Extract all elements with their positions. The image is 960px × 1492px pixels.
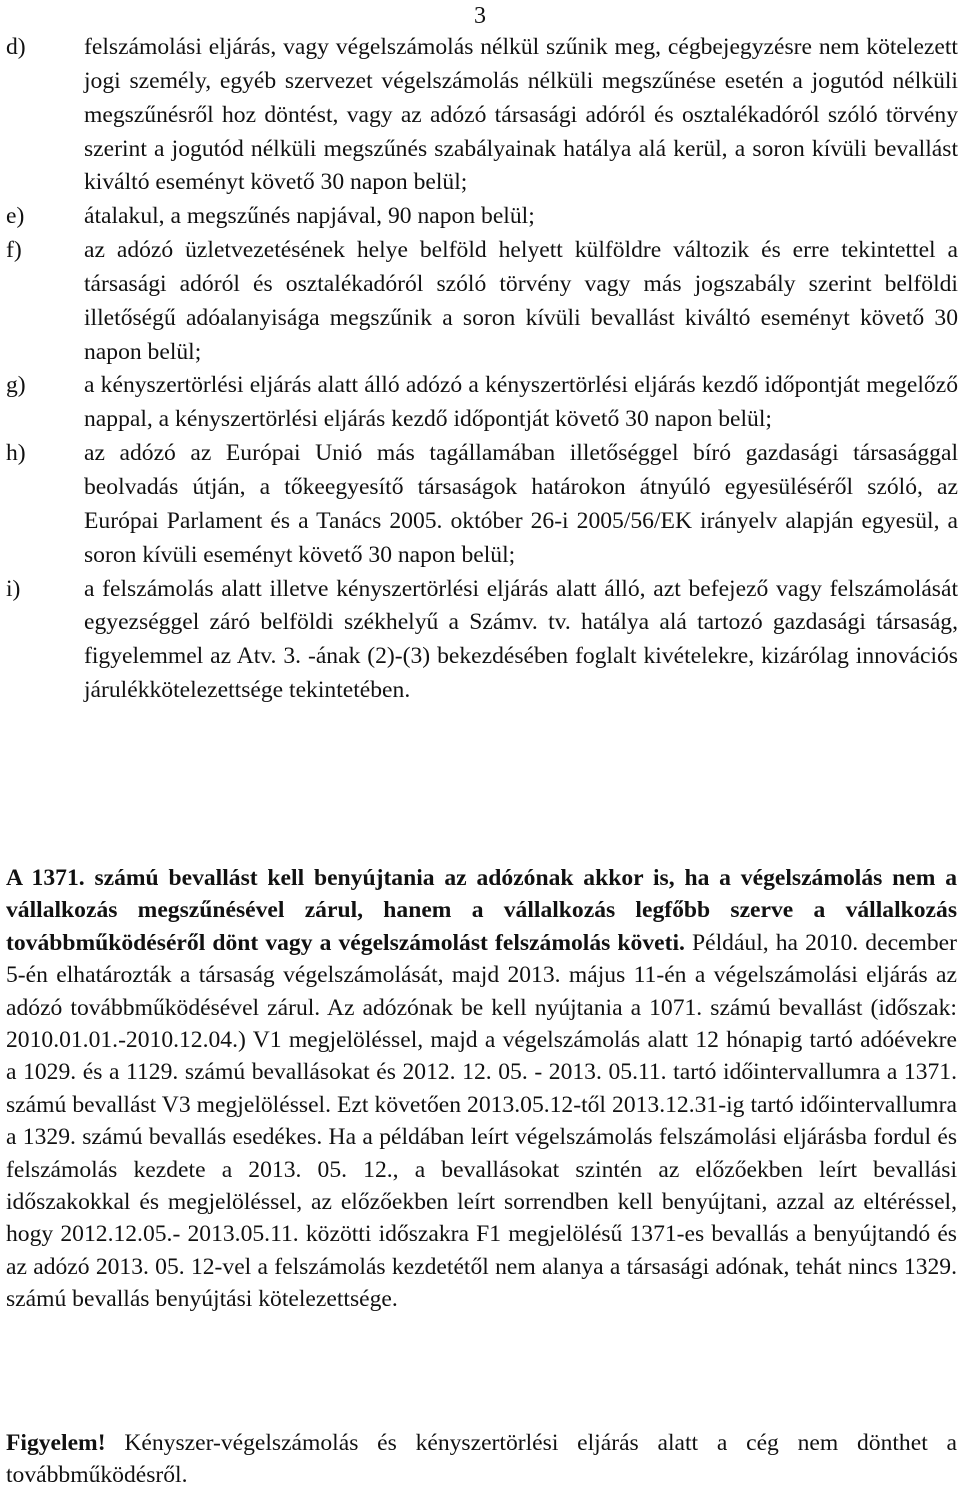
warning-text: Kényszer-végelszámolás és kényszertörlési eljárás alatt a cég nem dönthet a továbbműködésről. [6, 1430, 957, 1489]
warning-note [6, 1427, 957, 1492]
list-item-label: d) [6, 34, 26, 60]
list-item-label: h) [6, 440, 26, 467]
list-item-text: a kényszertörlési eljárás alatt álló adózó a kényszertörlési eljárás kezdő időpontját megelőző nappal, a kényszertörlési eljárás kezdő időpontját követő 30 napon belül; [84, 372, 958, 433]
list-item-text: felszámolási eljárás, vagy végelszámolás nélkül szűnik meg, cégbejegyzésre nem kötelezett jogi személy, egyéb szervezet végelszámolás nélküli megszűnése esetén a jogutód nélküli megszűnésről hoz döntést, vagy az adózó társasági adóról és osztalékadóról szóló törvény szerint a jogutód nélküli megszűnés szabályainak hatálya alá kerül, a soron kívüli bevallást kiváltó eseményt követő 30 napon belül; [84, 34, 958, 196]
list-item-text: a felszámolás alatt illetve kényszertörlési eljárás alatt álló, azt befejező vagy felszámolását egyezséggel záró belföldi székhelyű a Számv. tv. hatálya alá tartozó gazdasági társaság, figyelemmel az Atv. 3. -ának (2)-(3) bekezdésében foglalt kivételekre, kizárólag innovációs járulékkötelezettsége tekintetében. [84, 575, 958, 704]
list-item-label: e) [6, 203, 25, 230]
page-number: 3 [474, 3, 486, 29]
list-item-label: i) [6, 575, 21, 602]
a1371-example-text: Például, ha 2010. december 5-én elhatározták a társaság végelszámolását, majd 2013. május 11-én a végelszámolási eljárás az adózó továbbműködésével zárul. Az adózónak be kell nyújtania a 1071. számú bevallást (időszak: 2010.01.01.-2010.12.04.) V1 megjelöléssel, majd a végelszámolás alatt 12 hónapig tartó adóévekre a 1029. és a 1129. számú bevallásokat és 2012. 12. 05. - 2013. 05.11. tartó időintervallumra a 1371. számú bevallást V3 megjelöléssel. Ezt követően 2013.05.12-től 2013.12.31-ig tartó időintervallumra a 1329. számú bevallás esedékes. Ha a példában leírt végelszámolás felszámolási eljárásba fordul és felszámolás kezdete a 2013. 05. 12., a bevallásokat szintén az előzőekben leírt bevallási időszakokkal és megjelöléssel, az előzőekben leírt sorrendben kell benyújtani, azzal az eltéréssel, hogy 2012.12.05.- 2013.05.11. közötti időszakra F1 megjelölésű 1371-es bevallás a benyújtandó és az adózó 2013. 05. 12-vel a felszámolás kezdetétől nem alanya a társasági adónak, tehát nincs 1329. számú bevallás benyújtási kötelezettsége. [6, 929, 957, 1313]
list-item-e [6, 200, 958, 234]
list-item-text: az adózó az Európai Unió más tagállamában illetőséggel bíró gazdasági társasággal beolvadás útján, a tőkeegyesítő társaságok határokon átnyúló egyesüléséről szóló, az Európai Parlament és a Tanács 2005. október 26-i 2005/56/EK irányelv alapján egyesül, a soron kívüli eseményt követő 30 napon belül; [84, 440, 958, 568]
list-item-d [6, 31, 958, 200]
list-item-f [6, 234, 958, 369]
list-item-g [6, 369, 958, 437]
a1371-bold-statement: A 1371. számú bevallást kell benyújtania az adózónak akkor is, ha a végelszámolás nem a vállalkozás megszűnésével zárul, hanem a vállalkozás legfőbb szerve a vállalkozás továbbműködéséről dönt vagy a végelszámolást felszámolás követi. [6, 865, 957, 956]
list-item-text: átalakul, a megszűnés napjával, 90 napon belül; [84, 203, 535, 230]
a1371-paragraph [6, 862, 957, 1316]
warning-label: Figyelem! [6, 1430, 106, 1456]
list-item-label: g) [6, 372, 26, 399]
list-item-label: f) [6, 237, 22, 264]
list-item-text: az adózó üzletvezetésének helye belföld helyett külföldre változik és erre tekintettel a társasági adóról és osztalékadóról szóló törvény vagy más jogszabály szerint belföldi illetőségű adóalanyisága megszűnik a soron kívüli bevallást kiváltó eseményt követő 30 napon belül; [84, 237, 958, 365]
list-item-h [6, 437, 958, 572]
provision-list [6, 31, 958, 708]
list-item-i [6, 573, 958, 708]
